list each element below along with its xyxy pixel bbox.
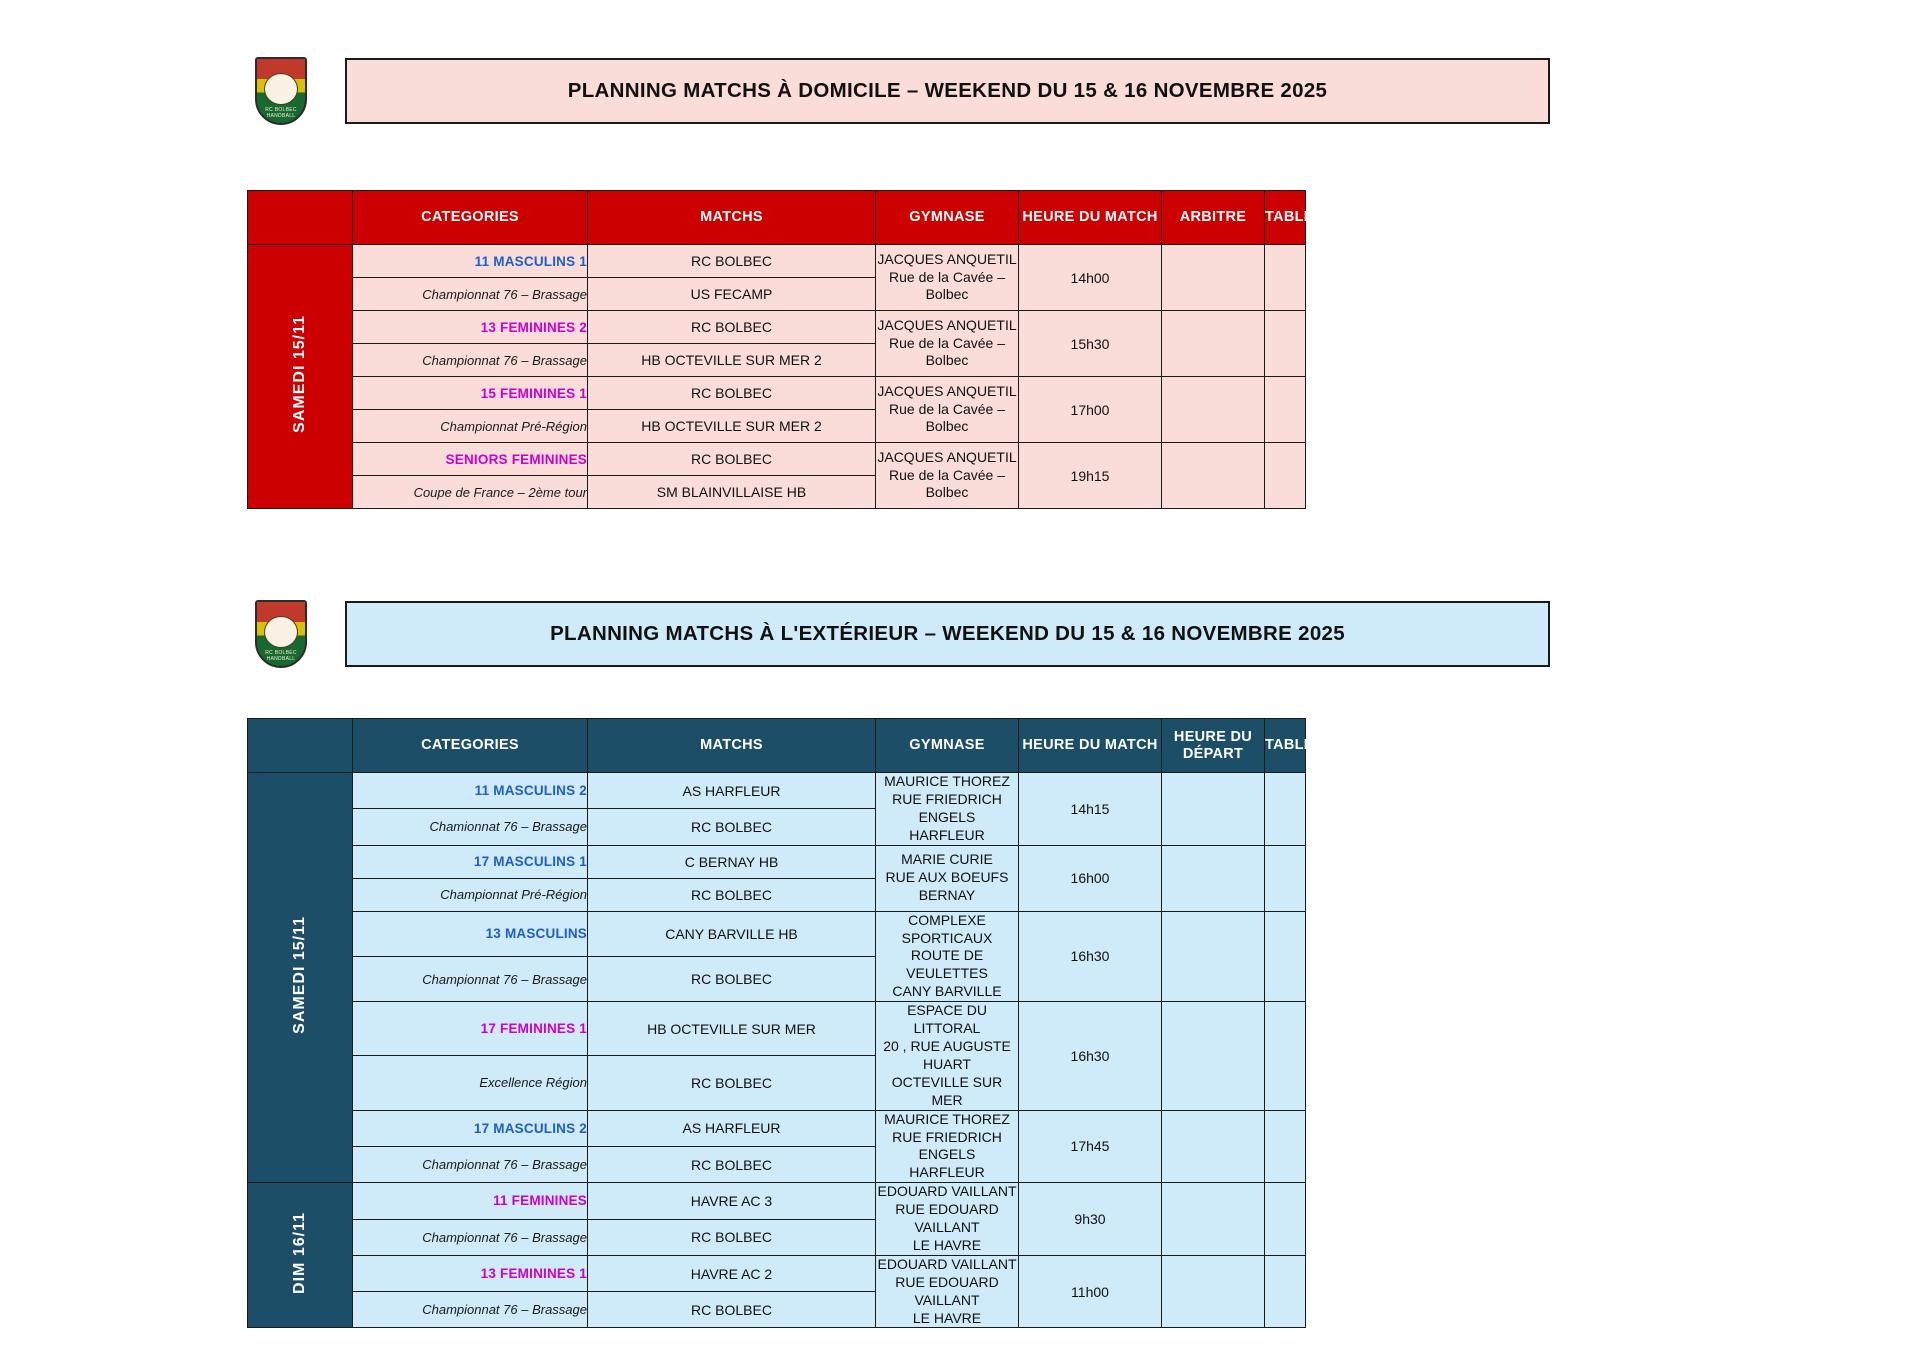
away-sat-row-1-competition: Championnat Pré-Région	[353, 878, 588, 911]
away-sun-row-1-time: 11h00	[1019, 1255, 1162, 1328]
away-sat-row-3-gym-line-0: ESPACE DU LITTORAL	[907, 1002, 987, 1037]
home-row-3-category: SENIORS FEMININES	[353, 443, 588, 476]
away-sun-row-0-gym	[876, 1183, 1019, 1256]
home-row-1-table	[1265, 311, 1306, 377]
home-row-3-time: 19h15	[1019, 443, 1162, 509]
away-sat-row-3-category: 17 FEMININES 1	[353, 1002, 588, 1056]
away-sat-row-0-team-away: RC BOLBEC	[588, 809, 876, 845]
home-row-1-referee	[1162, 311, 1265, 377]
home-row-1-gym-line-1: Rue de la Cavée – Bolbec	[889, 334, 1005, 369]
away-sat-row-2-gym-line-2: CANY BARVILLE	[892, 983, 1002, 1000]
away-title-box	[345, 601, 1550, 667]
home-row-0-team-away: US FECAMP	[588, 278, 876, 311]
away-sat-row-2-gym-line-0: COMPLEXE SPORTICAUX	[901, 911, 993, 946]
home-row-1-team-away: HB OCTEVILLE SUR MER 2	[588, 344, 876, 377]
away-sun-row-0-team-away: RC BOLBEC	[588, 1219, 876, 1255]
home-title-row	[255, 57, 1550, 125]
away-sat-row-1-category: 17 MASCULINS 1	[353, 845, 588, 878]
away-sat-row-0-team-home: AS HARFLEUR	[588, 773, 876, 809]
away-sat-row-1-gym-line-1: RUE AUX BOEUFS	[885, 869, 1009, 886]
home-header-heure: HEURE DU MATCH	[1019, 191, 1162, 245]
away-sun-row-0-gym-line-1: RUE EDOUARD VAILLANT	[895, 1201, 999, 1236]
away-header-heure-depart: HEURE DU DÉPART	[1162, 719, 1265, 773]
away-day-label-sunday: DIM 16/11	[291, 1211, 308, 1294]
table-row	[248, 773, 1306, 809]
away-sat-row-4-departure	[1162, 1110, 1265, 1183]
home-header-arbitre: ARBITRE	[1162, 191, 1265, 245]
away-sun-row-1-team-home: HAVRE AC 2	[588, 1255, 876, 1291]
away-sat-row-0-competition: Chamionnat 76 – Brassage	[353, 809, 588, 845]
table-row	[248, 443, 1306, 476]
table-row	[248, 1255, 1306, 1291]
away-sat-row-1-table	[1265, 845, 1306, 911]
club-crest-icon	[255, 57, 307, 125]
home-row-0-team-home: RC BOLBEC	[588, 245, 876, 278]
away-sat-row-2-table	[1265, 911, 1306, 1002]
away-table-header-row	[248, 719, 1306, 773]
away-sat-row-4-team-home: AS HARFLEUR	[588, 1110, 876, 1146]
away-sat-row-0-gym	[876, 773, 1019, 846]
away-sat-row-2-gym-line-1: ROUTE DE VEULETTES	[906, 947, 988, 982]
away-sat-row-3-gym-line-2: OCTEVILLE SUR MER	[891, 1073, 1003, 1108]
away-sat-row-2-gym	[876, 911, 1019, 1002]
away-sat-row-3-gym-line-1: 20 , RUE AUGUSTE HUART	[883, 1037, 1011, 1072]
away-sat-row-0-departure	[1162, 773, 1265, 846]
away-sun-row-1-gym-line-2: LE HAVRE	[912, 1309, 982, 1326]
home-schedule-table	[247, 190, 1314, 509]
home-day-label: SAMEDI 15/11	[291, 315, 308, 433]
home-row-2-gym-line-0: JACQUES ANQUETIL	[877, 382, 1017, 399]
home-row-2-referee	[1162, 377, 1265, 443]
away-sat-row-4-gym-line-2: HARFLEUR	[909, 1164, 985, 1181]
home-row-2-time: 17h00	[1019, 377, 1162, 443]
home-row-0-gym	[876, 245, 1019, 311]
home-row-3-team-away: SM BLAINVILLAISE HB	[588, 476, 876, 509]
away-sun-row-0-competition: Championnat 76 – Brassage	[353, 1219, 588, 1255]
away-sun-row-0-table	[1265, 1183, 1306, 1256]
home-row-3-gym-line-1: Rue de la Cavée – Bolbec	[889, 466, 1005, 501]
away-sun-row-1-competition: Championnat 76 – Brassage	[353, 1292, 588, 1328]
away-sun-row-1-gym-line-1: RUE EDOUARD VAILLANT	[895, 1273, 999, 1308]
home-row-0-competition: Championnat 76 – Brassage	[353, 278, 588, 311]
away-sat-row-1-gym	[876, 845, 1019, 911]
home-header-matchs: MATCHS	[588, 191, 876, 245]
away-sat-row-3-team-home: HB OCTEVILLE SUR MER	[588, 1002, 876, 1056]
home-header-categories: CATEGORIES	[353, 191, 588, 245]
away-sun-row-1-table	[1265, 1255, 1306, 1328]
away-sat-row-1-gym-line-2: BERNAY	[918, 887, 976, 904]
home-row-0-gym-line-1: Rue de la Cavée – Bolbec	[889, 268, 1005, 303]
crest-label: RC BOLBEC HANDBALL	[265, 650, 297, 662]
away-sun-row-1-departure	[1162, 1255, 1265, 1328]
home-header-day	[248, 191, 353, 245]
home-row-1-gym	[876, 311, 1019, 377]
away-sat-row-3-gym	[876, 1002, 1019, 1110]
away-sat-row-0-gym-line-0: MAURICE THOREZ	[884, 773, 1010, 789]
away-header-heure-match: HEURE DU MATCH	[1019, 719, 1162, 773]
away-header-matchs: MATCHS	[588, 719, 876, 773]
away-sat-row-2-time: 16h30	[1019, 911, 1162, 1002]
table-row	[248, 245, 1306, 278]
home-row-0-category: 11 MASCULINS 1	[353, 245, 588, 278]
away-header-table: TABLE	[1265, 719, 1306, 773]
away-sun-row-0-gym-line-0: EDOUARD VAILLANT	[877, 1183, 1017, 1200]
crest-mascot	[264, 73, 298, 105]
home-row-0-table	[1265, 245, 1306, 311]
home-header-gymnase: GYMNASE	[876, 191, 1019, 245]
home-row-2-gym-line-1: Rue de la Cavée – Bolbec	[889, 400, 1005, 435]
away-title-row	[255, 600, 1550, 668]
away-sat-row-0-category: 11 MASCULINS 2	[353, 773, 588, 809]
away-day-label-sunday-cell	[248, 1183, 353, 1328]
away-header-day	[248, 719, 353, 773]
home-row-1-gym-line-0: JACQUES ANQUETIL	[877, 316, 1017, 333]
away-sun-row-1-category: 13 FEMININES 1	[353, 1255, 588, 1291]
away-sat-row-4-competition: Championnat 76 – Brassage	[353, 1146, 588, 1182]
away-sat-row-4-gym-line-1: RUE FRIEDRICH ENGELS	[892, 1128, 1002, 1163]
crest-mascot	[264, 616, 298, 648]
away-sat-row-3-table	[1265, 1002, 1306, 1110]
home-table-header-row	[248, 191, 1306, 245]
home-title-text: PLANNING MATCHS À DOMICILE – WEEKEND DU 15 & 16 NOVEMBRE 2025	[567, 79, 1328, 102]
table-row	[248, 911, 1306, 956]
home-row-2-gym	[876, 377, 1019, 443]
home-row-1-time: 15h30	[1019, 311, 1162, 377]
table-row	[248, 311, 1306, 344]
home-row-2-category: 15 FEMININES 1	[353, 377, 588, 410]
home-row-1-category: 13 FEMININES 2	[353, 311, 588, 344]
away-sun-row-1-team-away: RC BOLBEC	[588, 1292, 876, 1328]
away-sat-row-4-category: 17 MASCULINS 2	[353, 1110, 588, 1146]
away-sat-row-3-team-away: RC BOLBEC	[588, 1056, 876, 1110]
away-sat-row-2-category: 13 MASCULINS	[353, 911, 588, 956]
away-sat-row-0-table	[1265, 773, 1306, 846]
away-sat-row-1-team-away: RC BOLBEC	[588, 878, 876, 911]
away-sat-row-4-team-away: RC BOLBEC	[588, 1146, 876, 1182]
home-row-2-team-home: RC BOLBEC	[588, 377, 876, 410]
away-sat-row-3-departure	[1162, 1002, 1265, 1110]
away-sat-row-0-gym-line-1: RUE FRIEDRICH ENGELS	[892, 790, 1002, 825]
home-row-3-table	[1265, 443, 1306, 509]
away-sun-row-0-team-home: HAVRE AC 3	[588, 1183, 876, 1219]
home-day-label-cell	[248, 245, 353, 509]
away-sun-row-0-category: 11 FEMININES	[353, 1183, 588, 1219]
away-sun-row-0-gym-line-2: LE HAVRE	[912, 1236, 982, 1253]
home-row-1-competition: Championnat 76 – Brassage	[353, 344, 588, 377]
away-title-text: PLANNING MATCHS À L'EXTÉRIEUR – WEEKEND DU 15 & 16 NOVEMBRE 2025	[550, 622, 1345, 645]
table-row	[248, 1110, 1306, 1146]
home-row-0-gym-line-0: JACQUES ANQUETIL	[877, 250, 1017, 267]
away-sat-row-1-gym-line-0: MARIE CURIE	[901, 851, 993, 868]
away-sat-row-2-competition: Championnat 76 – Brassage	[353, 956, 588, 1001]
away-sat-row-4-gym	[876, 1110, 1019, 1183]
away-sun-row-1-gym	[876, 1255, 1019, 1328]
home-row-0-referee	[1162, 245, 1265, 311]
away-sun-row-0-time: 9h30	[1019, 1183, 1162, 1256]
away-day-label-saturday: SAMEDI 15/11	[291, 916, 308, 1035]
table-row	[248, 845, 1306, 878]
away-sat-row-4-table	[1265, 1110, 1306, 1183]
home-row-3-competition: Coupe de France – 2ème tour	[353, 476, 588, 509]
away-header-categories: CATEGORIES	[353, 719, 588, 773]
crest-label: RC BOLBEC HANDBALL	[265, 107, 297, 119]
table-row	[248, 1002, 1306, 1056]
away-sat-row-0-gym-line-2: HARFLEUR	[909, 826, 985, 843]
away-day-label-saturday-cell	[248, 773, 353, 1183]
away-sat-row-1-team-home: C BERNAY HB	[588, 845, 876, 878]
home-row-2-team-away: HB OCTEVILLE SUR MER 2	[588, 410, 876, 443]
club-crest-icon	[255, 600, 307, 668]
away-sat-row-1-departure	[1162, 845, 1265, 911]
away-sun-row-1-gym-line-0: EDOUARD VAILLANT	[877, 1255, 1017, 1272]
home-row-1-team-home: RC BOLBEC	[588, 311, 876, 344]
away-sat-row-0-time: 14h15	[1019, 773, 1162, 846]
home-row-3-referee	[1162, 443, 1265, 509]
home-title-box	[345, 58, 1550, 124]
home-row-0-time: 14h00	[1019, 245, 1162, 311]
home-row-3-gym	[876, 443, 1019, 509]
away-header-gymnase: GYMNASE	[876, 719, 1019, 773]
home-row-3-gym-line-0: JACQUES ANQUETIL	[877, 448, 1017, 465]
away-sat-row-4-time: 17h45	[1019, 1110, 1162, 1183]
home-row-2-table	[1265, 377, 1306, 443]
away-schedule-table	[247, 718, 1314, 1328]
home-header-table: TABLE	[1265, 191, 1306, 245]
table-row	[248, 377, 1306, 410]
table-row	[248, 1183, 1306, 1219]
home-row-2-competition: Championnat Pré-Région	[353, 410, 588, 443]
away-sat-row-2-departure	[1162, 911, 1265, 1002]
away-sat-row-1-time: 16h00	[1019, 845, 1162, 911]
away-sat-row-4-gym-line-0: MAURICE THOREZ	[884, 1110, 1010, 1127]
away-sat-row-2-team-home: CANY BARVILLE HB	[588, 911, 876, 956]
away-sat-row-3-time: 16h30	[1019, 1002, 1162, 1110]
home-row-3-team-home: RC BOLBEC	[588, 443, 876, 476]
away-sat-row-3-competition: Excellence Région	[353, 1056, 588, 1110]
away-sat-row-2-team-away: RC BOLBEC	[588, 956, 876, 1001]
away-sun-row-0-departure	[1162, 1183, 1265, 1256]
